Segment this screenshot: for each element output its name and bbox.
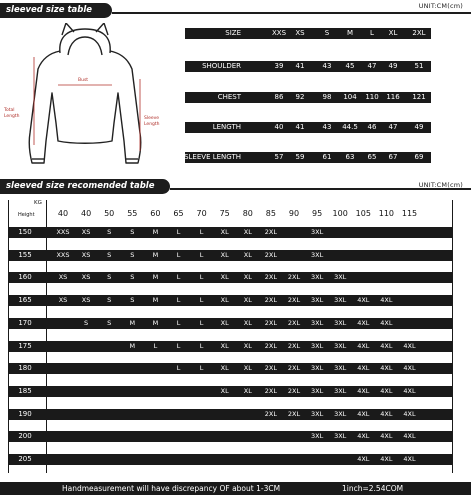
weight-label: 50	[104, 209, 115, 218]
height-label: 155	[18, 250, 32, 259]
weight-label: 75	[219, 209, 230, 218]
size-cell: 46	[367, 123, 377, 131]
recommend-cell: 4XL	[357, 341, 370, 350]
recommend-cell: 4XL	[357, 432, 370, 441]
weight-label: 55	[127, 209, 138, 218]
height-row-160	[8, 272, 453, 283]
recommend-cell: 2XL	[264, 250, 277, 259]
recommend-cell: S	[107, 250, 112, 259]
recommend-cell: 2XL	[264, 273, 277, 282]
weight-label: 90	[288, 209, 300, 218]
recommend-cell: M	[152, 250, 159, 259]
recommend-cell: 2XL	[264, 364, 277, 373]
svg-text:Length: Length	[4, 114, 20, 119]
height-label: 165	[18, 296, 32, 305]
size-row-length	[185, 122, 431, 133]
size-cell: XXS	[271, 29, 287, 37]
size-cell: 69	[414, 153, 424, 161]
recommend-cell: 2XL	[287, 364, 301, 373]
recommend-cell: 2XL	[287, 273, 301, 282]
recommend-cell: S	[130, 228, 135, 236]
size-cell: 49	[388, 62, 398, 70]
size-table-unit: UNIT:CM(cm)	[418, 2, 463, 10]
weight-label: 40	[81, 209, 92, 218]
recommend-cell: XS	[58, 273, 68, 282]
size-cell: 47	[367, 62, 377, 70]
size-table-title: sleeved size table	[6, 5, 93, 15]
recommend-cell: 2XL	[287, 386, 301, 395]
size-row-label: CHEST	[217, 93, 241, 101]
recommend-cell: L	[176, 364, 181, 373]
weight-label: 115	[401, 209, 418, 218]
size-cell: 2XL	[412, 29, 426, 37]
recommend-cell: XL	[220, 250, 229, 259]
recommend-cell: M	[152, 296, 159, 305]
recommend-cell: L	[176, 341, 181, 350]
size-cell: 121	[412, 93, 426, 101]
size-cell: 61	[322, 153, 332, 161]
recommend-cell: L	[199, 364, 204, 373]
recommend-cell: 4XL	[403, 409, 416, 418]
size-cell: 49	[414, 123, 424, 131]
size-cell: 40	[274, 123, 284, 131]
recommend-cell: 4XL	[380, 341, 393, 350]
recommend-cell: 2XL	[264, 409, 277, 418]
recommend-cell: S	[130, 250, 135, 259]
recommend-cell: XL	[220, 364, 229, 373]
recommend-cell: XL	[243, 250, 252, 259]
height-label: 150	[18, 228, 32, 236]
recommend-cell: S	[107, 228, 112, 236]
height-label: 205	[18, 455, 32, 463]
size-row-size	[185, 28, 431, 39]
size-row-shoulder	[185, 61, 431, 72]
size-cell: 44.5	[342, 123, 358, 131]
recommend-table-header	[0, 179, 170, 194]
recommend-cell: L	[199, 250, 204, 259]
recommend-cell: 2XL	[264, 318, 277, 327]
recommend-cell: 4XL	[403, 455, 416, 463]
height-label: 185	[18, 386, 32, 395]
recommend-cell: L	[199, 273, 204, 282]
recommend-cell: 3XL	[334, 318, 347, 327]
size-cell: 47	[388, 123, 398, 131]
size-cell: 43	[322, 123, 332, 131]
recommend-cell: XXS	[56, 228, 70, 236]
recommend-cell: S	[107, 296, 112, 305]
recommend-cell: 4XL	[380, 318, 393, 327]
recommend-cell: L	[199, 341, 204, 350]
weight-header-row	[0, 206, 451, 222]
recommend-cell: 3XL	[310, 409, 324, 418]
recommend-cell: 4XL	[380, 386, 393, 395]
recommend-cell: XL	[243, 341, 252, 350]
recommend-cell: XL	[220, 386, 229, 395]
recommend-cell: 3XL	[334, 409, 347, 418]
size-row-sleeve-length	[185, 152, 431, 163]
recommend-cell: S	[107, 318, 112, 327]
recommend-cell: 4XL	[357, 364, 370, 373]
recommend-cell: XS	[81, 273, 91, 282]
svg-text:Length: Length	[144, 122, 160, 127]
recommend-cell: L	[153, 341, 158, 350]
height-label: 175	[18, 341, 32, 350]
recommend-cell: L	[199, 296, 204, 305]
recommend-cell: 3XL	[334, 296, 347, 305]
height-row-165	[8, 295, 453, 306]
size-cell: 65	[367, 153, 377, 161]
height-label: 180	[18, 364, 32, 373]
sleeve-length-label: Sleeve	[144, 116, 160, 121]
size-cell: 41	[295, 123, 305, 131]
weight-label: 70	[196, 209, 207, 218]
recommend-cell: 3XL	[310, 228, 324, 236]
recommend-cell: S	[84, 318, 89, 327]
recommend-cell: 3XL	[310, 273, 324, 282]
size-cell: S	[324, 29, 330, 37]
recommend-cell: XL	[243, 318, 252, 327]
size-cell: 104	[343, 93, 357, 101]
weight-label: 40	[57, 209, 69, 218]
bust-label: Bust	[78, 78, 89, 83]
recommend-cell: S	[130, 273, 135, 282]
weight-label: 105	[355, 209, 371, 218]
weight-label: 60	[150, 209, 161, 218]
recommend-cell: S	[107, 273, 112, 282]
recommend-cell: 3XL	[310, 318, 324, 327]
recommend-cell: 4XL	[380, 432, 393, 441]
recommend-cell: 4XL	[380, 409, 393, 418]
weight-label: 95	[312, 209, 323, 218]
recommend-cell: L	[176, 318, 181, 327]
recommend-cell: 4XL	[357, 386, 370, 395]
size-table-header	[0, 3, 112, 18]
recommend-cell: 4XL	[403, 432, 416, 441]
recommend-cell: 3XL	[334, 341, 347, 350]
corner-kg: KG	[34, 200, 42, 206]
recommend-cell: 4XL	[380, 455, 393, 463]
weight-label: 80	[242, 209, 253, 218]
recommend-cell: XL	[220, 273, 229, 282]
size-row-label: SIZE	[225, 29, 241, 37]
size-cell: 116	[386, 93, 400, 101]
recommend-cell: L	[176, 296, 181, 305]
size-cell: 41	[295, 62, 305, 70]
recommend-cell: XS	[81, 228, 91, 236]
recommend-cell: XL	[243, 228, 252, 236]
size-cell: 86	[274, 93, 284, 101]
height-row-200	[8, 431, 453, 442]
size-cell: XL	[388, 29, 398, 37]
total-length-label: Total	[4, 108, 15, 113]
size-cell: 51	[414, 62, 424, 70]
recommend-cell: M	[152, 318, 159, 327]
weight-label: 85	[265, 209, 276, 218]
recommend-cell: 4XL	[380, 296, 393, 305]
recommend-cell: XL	[220, 341, 229, 350]
recommend-cell: 3XL	[310, 386, 324, 395]
recommend-cell: 2XL	[287, 409, 301, 418]
recommend-cell: 3XL	[310, 250, 324, 259]
recommend-cell: XXS	[56, 250, 70, 259]
size-row-label: LENGTH	[212, 123, 241, 131]
recommend-cell: 3XL	[334, 273, 347, 282]
recommend-cell: 3XL	[334, 386, 347, 395]
size-cell: 63	[345, 153, 355, 161]
size-cell: 59	[295, 153, 305, 161]
recommend-cell: 4XL	[380, 364, 393, 373]
height-label: 190	[18, 409, 32, 418]
size-row-label: SLEEVE LENGTH	[184, 153, 241, 161]
height-row-190	[8, 409, 453, 420]
recommend-cell: 4XL	[403, 386, 416, 395]
weight-label: 100	[332, 209, 348, 218]
recommend-cell: 2XL	[264, 341, 277, 350]
recommend-cell: XL	[220, 318, 229, 327]
recommend-cell: L	[199, 228, 204, 236]
height-row-170	[8, 318, 453, 329]
recommend-cell: M	[152, 273, 159, 282]
height-row-180	[8, 363, 453, 374]
weight-label: 65	[173, 209, 184, 218]
height-row-175	[8, 341, 453, 352]
recommend-cell: XL	[243, 364, 252, 373]
recommend-cell: 3XL	[334, 432, 347, 441]
recommend-cell: XL	[243, 296, 252, 305]
size-cell: 110	[365, 93, 379, 101]
recommend-table-unit: UNIT:CM(cm)	[418, 181, 463, 189]
size-cell: 92	[295, 93, 305, 101]
size-cell: 57	[274, 153, 284, 161]
recommend-cell: M	[129, 318, 136, 327]
recommend-cell: L	[176, 273, 181, 282]
height-row-205	[8, 454, 453, 465]
measurement-note: Handmeasurement will have discrepancy OF about 1-3CM	[62, 484, 281, 493]
size-row-chest	[185, 92, 431, 103]
recommend-cell: S	[130, 296, 135, 305]
height-row-185	[8, 386, 453, 397]
recommend-cell: 4XL	[357, 296, 370, 305]
size-cell: 98	[322, 93, 332, 101]
size-cell: 43	[322, 62, 332, 70]
height-row-155	[8, 250, 453, 261]
recommend-cell: 3XL	[310, 364, 324, 373]
recommend-cell: XS	[58, 296, 68, 305]
recommend-cell: 2XL	[264, 228, 277, 236]
recommend-cell: XL	[220, 296, 229, 305]
height-label: 170	[18, 318, 32, 327]
recommend-cell: XL	[220, 228, 229, 236]
recommend-cell: 3XL	[310, 432, 324, 441]
recommend-cell: 2XL	[287, 341, 301, 350]
size-row-label: SHOULDER	[202, 62, 241, 70]
hoodie-diagram-icon	[0, 23, 180, 173]
size-cell: 39	[274, 62, 284, 70]
height-row-150	[8, 227, 453, 238]
recommend-cell: 3XL	[310, 296, 324, 305]
recommend-cell: 2XL	[264, 386, 277, 395]
recommend-cell: 2XL	[264, 296, 277, 305]
recommend-cell: XS	[81, 250, 91, 259]
recommend-cell: M	[152, 228, 159, 236]
recommend-cell: 4XL	[357, 455, 370, 463]
size-cell: 67	[388, 153, 398, 161]
measurement-note-bar	[0, 482, 471, 495]
recommend-cell: 2XL	[287, 296, 301, 305]
weight-label: 110	[378, 209, 395, 218]
recommend-cell: 4XL	[357, 318, 370, 327]
height-label: 160	[18, 273, 32, 282]
inch-conversion: 1inch=2.54COM	[342, 484, 404, 493]
recommend-cell: 4XL	[403, 341, 416, 350]
corner-height: Height	[18, 212, 35, 218]
recommend-cell: XL	[243, 273, 252, 282]
recommend-cell: L	[176, 250, 181, 259]
recommend-cell: M	[129, 341, 136, 350]
recommend-cell: 4XL	[403, 364, 416, 373]
size-cell: L	[370, 29, 374, 37]
size-cell: M	[346, 29, 354, 37]
recommend-cell: 3XL	[334, 364, 347, 373]
recommend-cell: L	[176, 228, 181, 236]
recommend-cell: L	[199, 318, 204, 327]
recommend-cell: 3XL	[310, 341, 324, 350]
recommend-cell: XS	[81, 296, 91, 305]
recommend-cell: XL	[243, 386, 252, 395]
height-label: 200	[18, 432, 32, 441]
size-cell: 45	[345, 62, 355, 70]
recommend-cell: 4XL	[357, 409, 370, 418]
size-table-rule	[112, 12, 471, 14]
recommend-table-title: sleeved size recomended table	[6, 181, 155, 191]
size-cell: XS	[295, 29, 305, 37]
recommend-cell: 2XL	[287, 318, 301, 327]
